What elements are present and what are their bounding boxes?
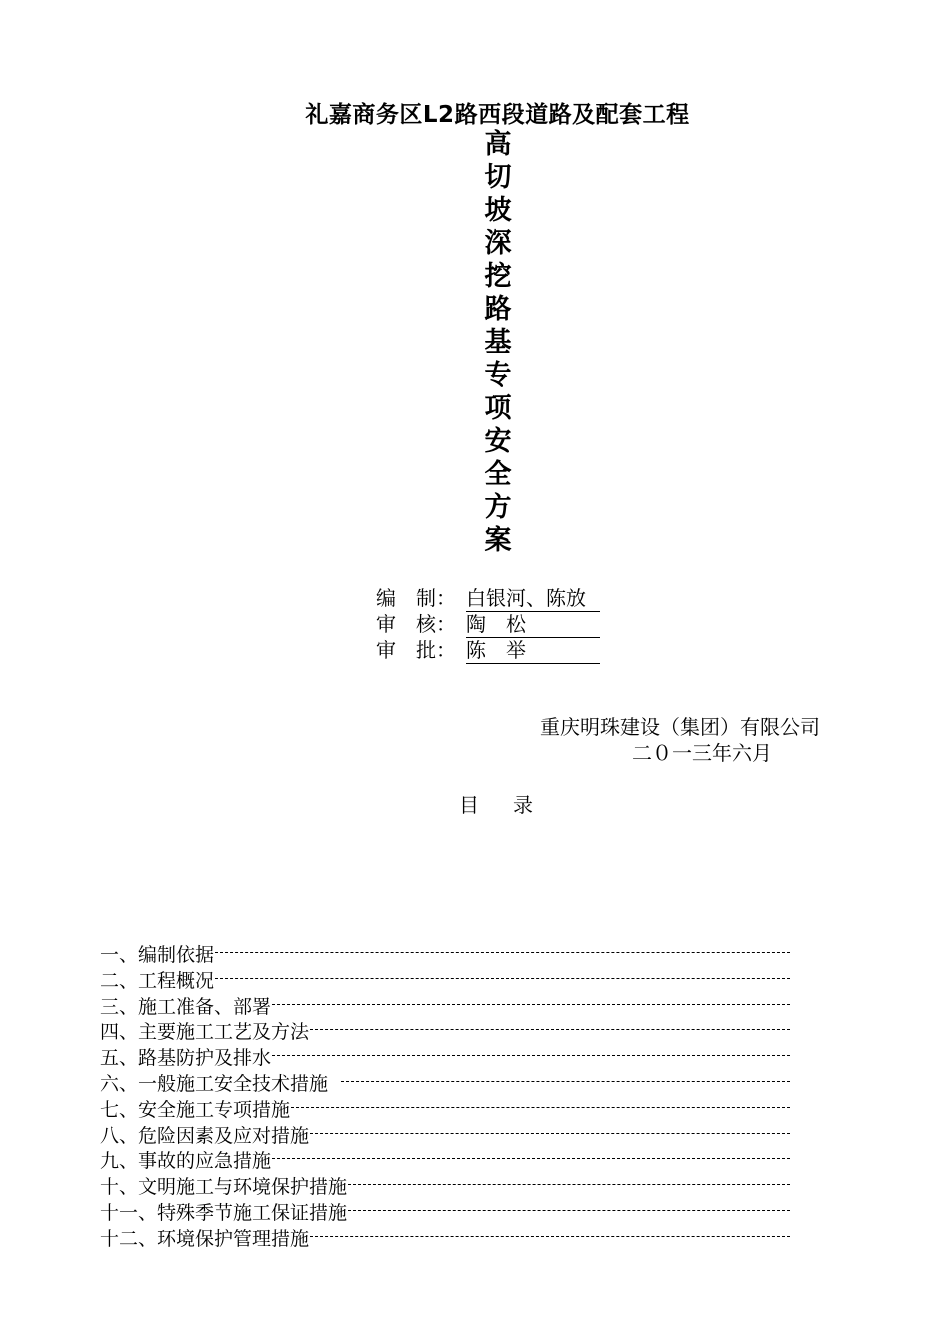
- vertical-title-char: 项: [484, 393, 512, 424]
- vertical-title: [470, 128, 526, 557]
- toc-leader: [310, 1133, 790, 1134]
- toc-item[interactable]: [100, 940, 790, 966]
- document-date: 二０一三年六月: [632, 741, 772, 765]
- toc-leader: [348, 1184, 790, 1185]
- vertical-title-char: 切: [484, 162, 512, 193]
- project-title: 礼嘉商务区L2路西段道路及配套工程: [305, 102, 690, 128]
- toc-item-label: 四、主要施工工艺及方法: [100, 1021, 310, 1044]
- vertical-title-char: 方: [484, 492, 512, 523]
- toc-item[interactable]: [100, 1069, 790, 1095]
- vertical-title-char: 全: [484, 459, 512, 490]
- vertical-title-char: 深: [484, 228, 512, 259]
- vertical-title-char: 安: [484, 426, 512, 457]
- toc-item-label: 六、一般施工安全技术措施: [100, 1072, 341, 1095]
- toc-leader: [348, 1210, 790, 1211]
- toc-leader: [272, 1158, 790, 1159]
- toc-leader: [341, 1081, 790, 1082]
- toc-item-label: 七、安全施工专项措施: [100, 1098, 291, 1121]
- signature-value: 白银河、陈放: [466, 585, 600, 612]
- toc-item-label: 五、路基防护及排水: [100, 1047, 272, 1070]
- toc-item-label: 二、工程概况: [100, 969, 215, 992]
- toc-title: 目录: [459, 793, 567, 817]
- toc-leader: [272, 1055, 790, 1056]
- toc-item[interactable]: [100, 1224, 790, 1250]
- toc-item-label: 十、文明施工与环境保护措施: [100, 1176, 348, 1199]
- table-of-contents: [100, 940, 790, 1250]
- toc-item[interactable]: [100, 1146, 790, 1172]
- signature-label: 审 核：: [376, 612, 456, 636]
- toc-item-label: 八、危险因素及应对措施: [100, 1124, 310, 1147]
- vertical-title-char: 案: [484, 525, 512, 556]
- toc-item-label: 十一、特殊季节施工保证措施: [100, 1201, 348, 1224]
- toc-leader: [272, 1004, 790, 1005]
- toc-leader: [291, 1107, 790, 1108]
- vertical-title-char: 坡: [484, 195, 512, 226]
- signature-compiled: [376, 585, 586, 611]
- toc-item-label: 三、施工准备、部署: [100, 995, 272, 1018]
- vertical-title-char: 基: [484, 327, 512, 358]
- vertical-title-char: 专: [484, 360, 512, 391]
- vertical-title-char: 路: [484, 294, 512, 325]
- toc-leader: [215, 978, 790, 979]
- signature-label: 审 批：: [376, 638, 456, 662]
- toc-item[interactable]: [100, 1043, 790, 1069]
- toc-item[interactable]: [100, 1095, 790, 1121]
- toc-item-label: 十二、环境保护管理措施: [100, 1227, 310, 1250]
- toc-leader: [310, 1029, 790, 1030]
- toc-leader: [310, 1236, 790, 1237]
- signature-value: 陶 松: [466, 611, 600, 638]
- toc-item[interactable]: [100, 1121, 790, 1147]
- vertical-title-char: 挖: [484, 261, 512, 292]
- vertical-title-char: 高: [484, 129, 512, 160]
- toc-item-label: 一、编制依据: [100, 944, 215, 966]
- signature-reviewed: [376, 611, 526, 637]
- toc-item[interactable]: [100, 966, 790, 992]
- toc-leader: [215, 952, 790, 953]
- toc-item-label: 九、事故的应急措施: [100, 1150, 272, 1173]
- company-name: 重庆明珠建设（集团）有限公司: [540, 715, 820, 739]
- toc-item[interactable]: [100, 1198, 790, 1224]
- toc-item[interactable]: [100, 992, 790, 1018]
- signature-value: 陈 举: [466, 637, 600, 664]
- toc-item[interactable]: [100, 1017, 790, 1043]
- toc-item[interactable]: [100, 1172, 790, 1198]
- signature-approved: [376, 637, 526, 663]
- signature-label: 编 制：: [376, 586, 456, 610]
